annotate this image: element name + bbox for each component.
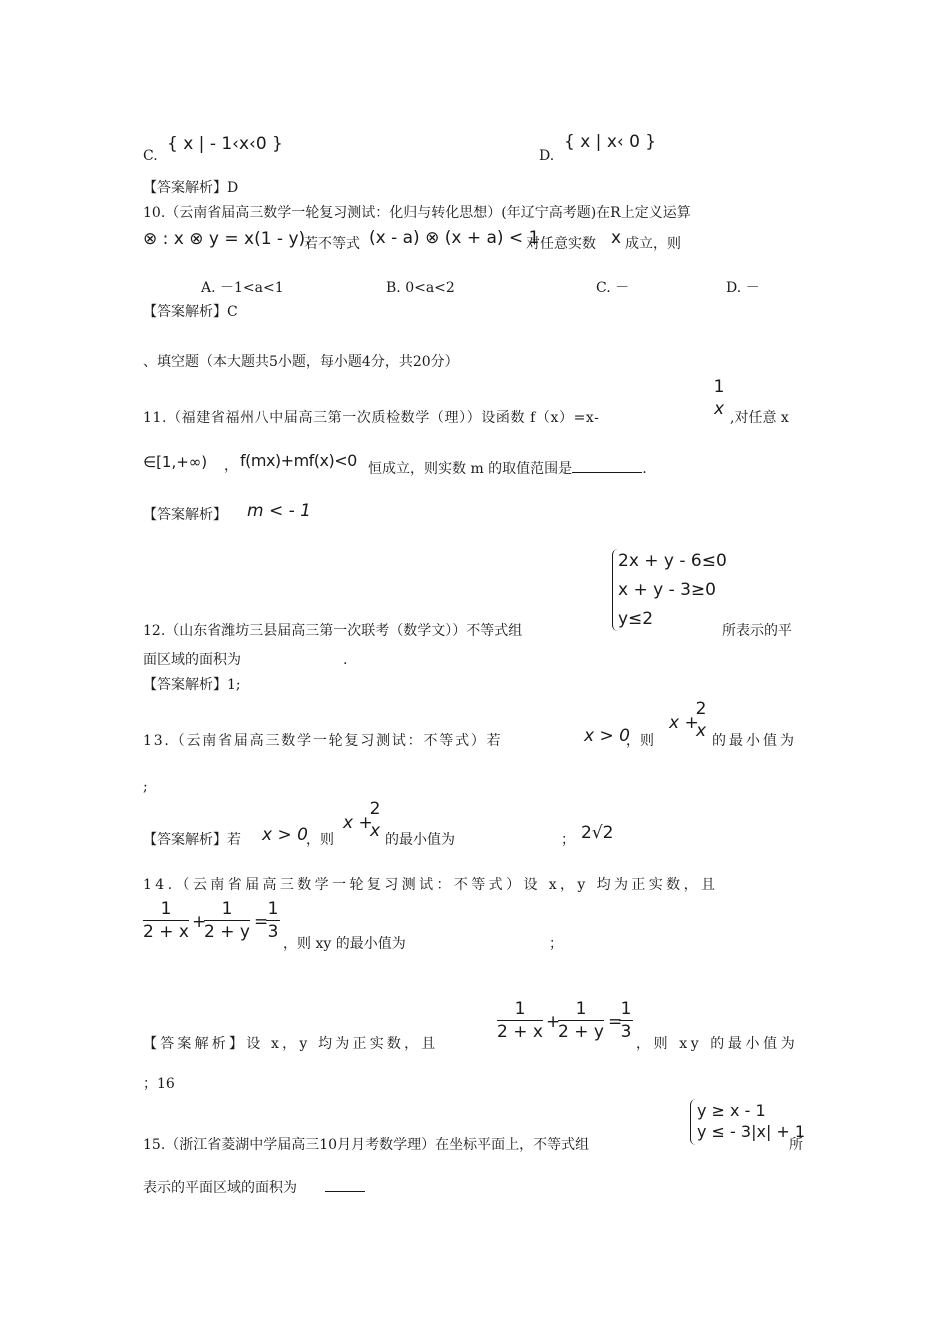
q14-answer-value: ；16: [143, 1076, 175, 1092]
q11-condition: f(mx)+mf(x)<0: [240, 451, 357, 470]
q14-answer-fraction-1-numerator: 1: [514, 999, 526, 1019]
q10-stem: 10.（云南省届高三数学一轮复习测试：化归与转化思想）(年辽宁高考题)在R上定义运算: [143, 205, 691, 221]
q13-stem: 13.（云南省届高三数学一轮复习测试：不等式）若: [143, 733, 503, 749]
section-title: 、填空题（本大题共5小题，每小题4分，共20分）: [143, 354, 459, 370]
q13-answer-semicolon: ；: [561, 832, 575, 848]
q12-system-line-1: 2x + y - 6≤0: [618, 551, 727, 571]
q13-fraction: [693, 698, 709, 742]
q14-fraction-3-denominator: 3: [267, 922, 279, 942]
q13-answer-fraction-denominator: x: [369, 821, 381, 841]
q10-inequality: (x - a) ⊗ (x + a) < 1: [369, 228, 540, 248]
q12-stem-area: 面区域的面积为: [143, 652, 241, 668]
q15-system-line-1: y ≥ x - 1: [697, 1101, 766, 1120]
q13-answer-fraction: [367, 798, 383, 842]
q14-fraction-1: [143, 898, 189, 943]
q13-stem-min: 的最小值为: [712, 733, 797, 749]
q14-answer-fraction-2-numerator: 1: [575, 999, 587, 1019]
q10-option-d: D. －: [726, 280, 760, 296]
q11-stem-range-text: 恒成立，则实数 m 的取值范围是: [368, 461, 573, 477]
q12-system-line-3: y≤2: [618, 609, 654, 629]
q14-equals: =: [254, 912, 269, 932]
q13-answer-min: 的最小值为: [385, 832, 455, 848]
q13-fraction-numerator: 2: [695, 699, 707, 719]
q14-fraction-2-denominator: 2 + y: [204, 922, 250, 942]
q9-option-c-math: { x | - 1‹x‹0 }: [167, 134, 283, 154]
q14-fraction-3: [266, 898, 280, 943]
q13-expr-x: x +: [669, 713, 699, 733]
q14-answer-equals: =: [608, 1012, 623, 1032]
q14-answer-plus: +: [546, 1012, 561, 1032]
q14-answer-fraction-1: [497, 998, 543, 1043]
q9-option-c-label: C.: [143, 148, 158, 164]
q14-answer-fraction-1-denominator: 2 + x: [497, 1022, 543, 1042]
q11-stem: 11.（福建省福州八中届高三第一次质检数学（理））设函数 f（x）=x-: [143, 410, 600, 426]
q10-stem-end: 成立，则: [625, 236, 681, 252]
q10-stem-for-all: 对任意实数: [526, 236, 596, 252]
q14-plus: +: [192, 912, 207, 932]
q11-domain: ∈[1,+∞): [143, 453, 208, 471]
q13-answer-expr-x: x +: [343, 813, 373, 833]
q11-separator: ，: [224, 458, 238, 474]
q11-fraction: [711, 376, 727, 420]
q13-answer-then: ，则: [306, 832, 334, 848]
q12-stem-end: .: [343, 652, 348, 668]
q14-answer-fraction-2: [558, 998, 604, 1043]
q14-answer-fraction-2-denominator: 2 + y: [558, 1022, 604, 1042]
q14-stem: 14.（云南省届高三数学一轮复习测试：不等式）设 x，y 均为正实数，且: [143, 877, 719, 893]
q11-fraction-numerator: 1: [713, 377, 725, 397]
q14-fraction-2-numerator: 1: [221, 899, 233, 919]
q9-answer: 【答案解析】D: [143, 180, 239, 196]
q15-stem-area: [143, 1179, 365, 1197]
q14-answer-prefix: 【答案解析】设 x，y 均为正实数，且: [143, 1036, 439, 1052]
q14-answer-fraction-3-numerator: 1: [620, 999, 632, 1019]
q13-condition: x > 0: [584, 726, 630, 746]
q10-stem-ineq-prefix: 若不等式: [304, 236, 360, 252]
q11-stem-end: .: [642, 461, 647, 477]
q9-option-d-label: D.: [539, 148, 555, 164]
q13-answer-value: 2√2: [581, 823, 614, 843]
q13-answer-label: 【答案解析】若: [143, 832, 241, 848]
q15-stem: 15.（浙江省菱湖中学届高三10月月考数学理）在坐标平面上，不等式组: [143, 1137, 590, 1153]
q13-answer-condition: x > 0: [262, 825, 308, 845]
q14-answer-fraction-3-denominator: 3: [620, 1022, 632, 1042]
q14-answer-min: ，则 xy 的最小值为: [636, 1036, 799, 1052]
q14-fraction-2: [204, 898, 250, 943]
q11-answer-math: m < - 1: [247, 501, 311, 521]
q10-option-c: C. －: [596, 280, 630, 296]
q13-stem-then: ，则: [626, 733, 654, 749]
q14-fraction-3-numerator: 1: [267, 899, 279, 919]
q15-system-line-2: y ≤ - 3|x| + 1: [697, 1122, 806, 1141]
q15-stem-area-text: 表示的平面区域的面积为: [143, 1180, 297, 1196]
q10-variable-x: x: [611, 228, 622, 248]
q11-answer-label: 【答案解析】: [143, 507, 227, 523]
q13-fraction-denominator: x: [695, 721, 707, 741]
q10-operation-definition: ⊗ : x ⊗ y = x(1 - y).: [143, 229, 311, 249]
q12-answer: 【答案解析】1;: [143, 677, 241, 693]
q12-stem-tail: 所表示的平: [722, 623, 792, 639]
q14-semicolon: ；: [549, 936, 563, 952]
q14-answer-fraction-3: [619, 998, 633, 1043]
q13-answer-fraction-numerator: 2: [369, 799, 381, 819]
q14-stem-min: ，则 xy 的最小值为: [283, 936, 406, 952]
q12-system-line-2: x + y - 3≥0: [618, 580, 716, 600]
q10-answer: 【答案解析】C: [143, 304, 238, 320]
q10-option-a: A. －1<a<1: [201, 280, 284, 296]
q15-system-brace: [690, 1099, 696, 1145]
q11-answer-blank: [572, 472, 642, 473]
q10-option-b: B. 0<a<2: [386, 280, 455, 296]
q15-answer-blank: [325, 1191, 365, 1192]
q11-stem-range: [368, 460, 647, 478]
q14-fraction-1-numerator: 1: [160, 899, 172, 919]
q15-stem-tail: 所: [789, 1137, 803, 1153]
q9-option-d-math: { x | x‹ 0 }: [564, 132, 657, 152]
q14-fraction-1-denominator: 2 + x: [143, 922, 189, 942]
q13-semicolon: ;: [143, 779, 148, 795]
q11-stem-for-all: ,对任意 x: [730, 410, 789, 426]
q11-fraction-denominator: x: [713, 399, 725, 419]
q12-stem: 12.（山东省潍坊三县届高三第一次联考（数学文））不等式组: [143, 623, 523, 639]
